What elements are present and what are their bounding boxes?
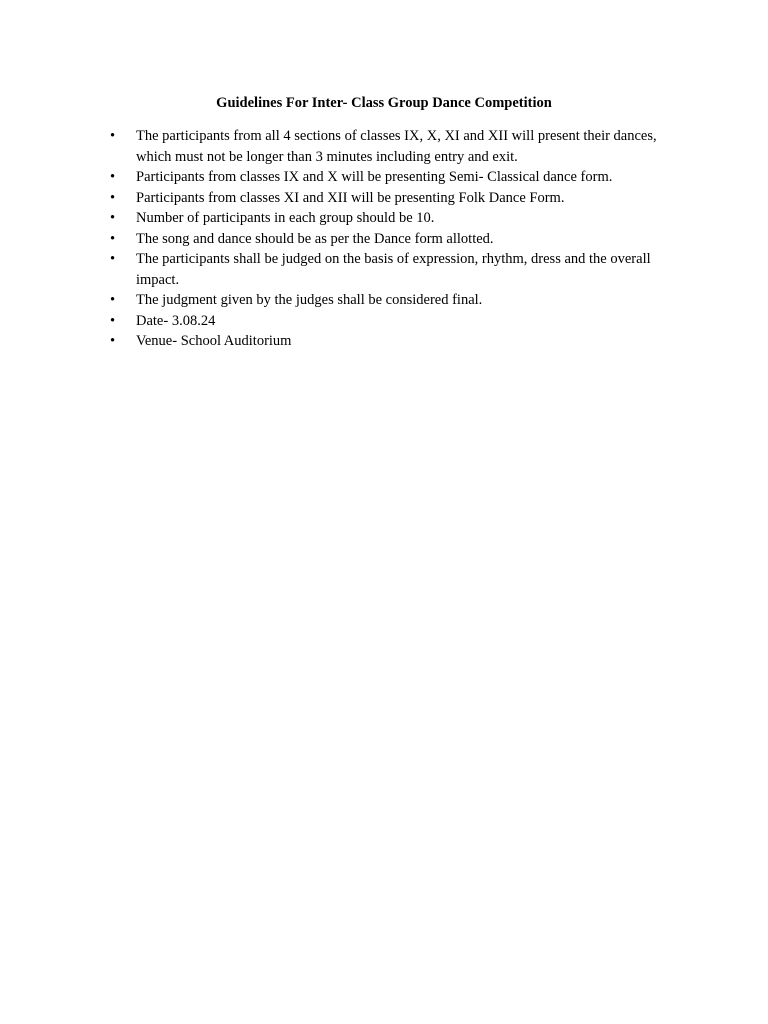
- list-item-text: Participants from classes IX and X will be presenting Semi- Classical dance form.: [136, 169, 613, 185]
- bullet-icon: •: [110, 292, 116, 308]
- list-item: [110, 311, 690, 332]
- document-title: [0, 93, 768, 113]
- list-item: [110, 188, 690, 209]
- list-item-text: The judgment given by the judges shall be considered final.: [136, 292, 483, 308]
- bullet-icon: •: [110, 333, 116, 349]
- list-item-text: The participants from all 4 sections of classes IX, X, XI and XII will present their dances, which must not be longer than 3 minutes including entry and exit.: [136, 128, 657, 165]
- list-item-text: Number of participants in each group should be 10.: [136, 210, 435, 226]
- list-item: [110, 208, 690, 229]
- list-item: [110, 229, 690, 250]
- bullet-icon: •: [110, 230, 116, 247]
- list-item: [110, 331, 690, 352]
- list-item: [110, 290, 690, 311]
- document-title-text: Guidelines For Inter- Class Group Dance Competition: [216, 95, 552, 111]
- bullet-icon: •: [110, 210, 116, 226]
- bullet-icon: •: [110, 169, 116, 185]
- guidelines-list: [110, 126, 690, 352]
- list-item-text: Date- 3.08.24: [136, 312, 216, 329]
- list-item-text: Participants from classes XI and XII will be presenting Folk Dance Form.: [136, 189, 565, 206]
- list-item: [110, 249, 690, 290]
- list-item: [110, 126, 690, 167]
- bullet-icon: •: [110, 189, 116, 206]
- bullet-icon: •: [110, 312, 116, 329]
- list-item-text: Venue- School Auditorium: [136, 333, 292, 349]
- list-item-text: The participants shall be judged on the basis of expression, rhythm, dress and the overall impact.: [136, 251, 651, 288]
- list-item-text: The song and dance should be as per the Dance form allotted.: [136, 230, 494, 247]
- list-item: [110, 167, 690, 188]
- bullet-icon: •: [110, 251, 116, 267]
- bullet-icon: •: [110, 128, 116, 144]
